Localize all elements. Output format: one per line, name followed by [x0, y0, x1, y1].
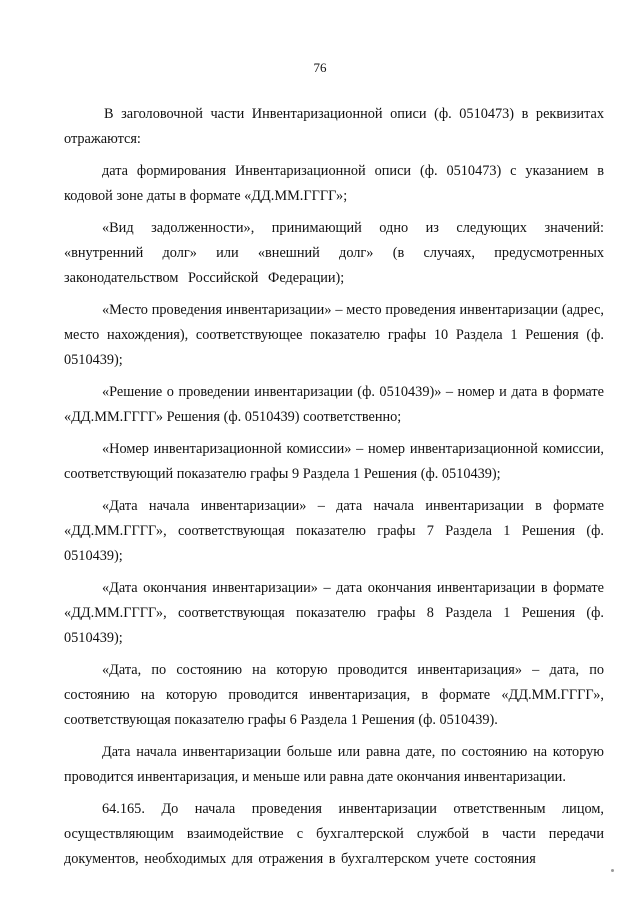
paragraph-inventory-decision: «Решение о проведении инвентаризации (ф. 0510439)» – номер и дата в формате «ДД.ММ.ГГГГ» Решения (ф. 0510439) соответственно; [64, 384, 604, 425]
paragraph-date-constraint: Дата начала инвентаризации больше или равна дате, по состоянию на которую проводится инвентаризация, и меньше или равна дате окончания инвентаризации. [64, 744, 604, 785]
paragraph-commission-number: «Номер инвентаризационной комиссии» – номер инвентаризационной комиссии, соответствующий показателю графы 9 Раздела 1 Решения (ф. 0510439); [64, 441, 604, 482]
paragraph-debt-type: «Вид задолженности», принимающий одно из следующих значений: «внутренний долг» или «внешний долг» (в случаях, предусмотренных законодательством Российской Федерации); [64, 220, 604, 286]
paragraph-end-date: «Дата окончания инвентаризации» – дата окончания инвентаризации в формате «ДД.ММ.ГГГГ», соответствующая показателю графы 8 Раздела 1 Решения (ф. 0510439); [64, 580, 604, 646]
scan-dot-mark [611, 869, 614, 872]
document-body [64, 102, 604, 879]
paragraph-inventory-location: «Место проведения инвентаризации» – место проведения инвентаризации (адрес, место нахождения), соответствующее показателю графы 10 Раздела 1 Решения (ф. 0510439); [64, 302, 604, 368]
paragraph-section-64-165: 64.165. До начала проведения инвентаризации ответственным лицом, осуществляющим взаимодействие с бухгалтерской службой в части передачи документов, необходимых для отражения в бухгалтерском учете состояния [64, 801, 604, 867]
page-number: 76 [313, 60, 327, 75]
paragraph-start-date: «Дата начала инвентаризации» – дата начала инвентаризации в формате «ДД.ММ.ГГГГ», соответствующая показателю графы 7 Раздела 1 Решения (ф. 0510439); [64, 498, 604, 564]
paragraph-as-of-date: «Дата, по состоянию на которую проводится инвентаризация» – дата, по состоянию на которую проводится инвентаризация, в формате «ДД.ММ.ГГГГ», соответствующая показателю графы 6 Раздела 1 Решения (ф. 0510439). [64, 662, 604, 728]
paragraph-formation-date: дата формирования Инвентаризационной описи (ф. 0510473) с указанием в кодовой зоне даты в формате «ДД.ММ.ГГГГ»; [64, 163, 604, 204]
paragraph-header-details: В заголовочной части Инвентаризационной описи (ф. 0510473) в реквизитах отражаются: [64, 106, 604, 147]
